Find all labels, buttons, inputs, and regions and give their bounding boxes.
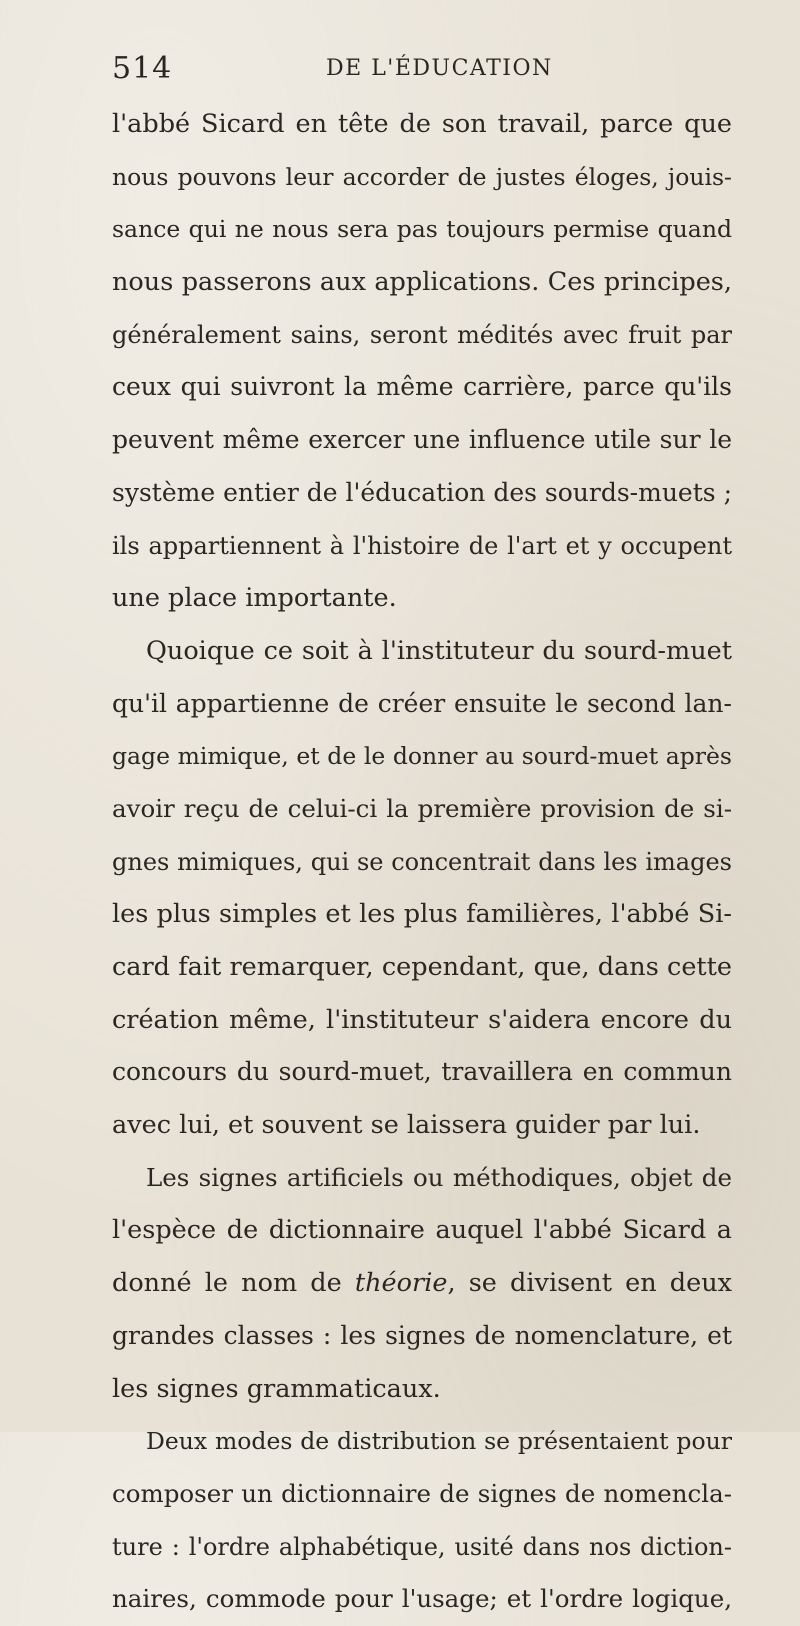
text-line: concours du sourd-muet, travaillera en commun [112,1057,732,1087]
text-line: nous pouvons leur accorder de justes éloges, jouis- [112,162,732,191]
text-line: grandes classes : les signes de nomenclature, et [112,1320,732,1350]
text-line: système entier de l'éducation des sourds-muets ; [112,477,732,507]
text-line: avec lui, et souvent se laissera guider par lui. [112,1110,701,1141]
text-line: création même, l'instituteur s'aidera encore du [112,1004,732,1035]
text-line: sance qui ne nous sera pas toujours permise quand [112,215,732,244]
text-line: avoir reçu de celui-ci la première provision de si- [112,793,732,823]
text-line [112,1257,732,1310]
text-line: ils appartiennent à l'histoire de l'art et y occupent [112,531,732,560]
text-line: card fait remarquer, cependant, que, dans cette [112,952,732,982]
text-segment: , se divisent en deux [447,1268,733,1299]
text-line: gnes mimiques, qui se concentrait dans les images [112,847,732,876]
text-line: l'abbé Sicard en tête de son travail, parce que [112,109,732,139]
text-line: qu'il appartienne de créer ensuite le second lan- [112,688,732,718]
text-line: nous passerons aux applications. Ces principes, [112,267,732,298]
body-text [112,98,732,1626]
text-line: les signes grammaticaux. [112,1373,441,1404]
text-line: naires, commode pour l'usage; et l'ordre logique, [112,1584,732,1614]
text-line: ture : l'ordre alphabétique, usité dans nos diction- [112,1532,732,1561]
paragraph-start-line: Deux modes de distribution se présentaient pour [146,1427,732,1456]
text-line: peuvent même exercer une influence utile sur le [112,425,732,455]
text-segment: donné le nom de [112,1268,355,1299]
text-line: composer un dictionnaire de signes de nomencla- [112,1478,732,1508]
page-number: 514 [112,51,173,86]
text-line: généralement sains, seront médités avec fruit par [112,320,732,349]
text-line: une place importante. [112,583,397,614]
running-head [112,44,752,94]
paragraph-start-line: Quoique ce soit à l'instituteur du sourd-muet [146,635,732,666]
italic-term: théorie [354,1268,448,1299]
text-line: l'espèce de dictionnaire auquel l'abbé Sicard a [112,1215,732,1246]
running-title: DE L'ÉDUCATION [326,56,553,81]
text-line: les plus simples et les plus familières, l'abbé Si- [112,899,732,930]
paragraph-start-line: Les signes artificiels ou méthodiques, objet de [146,1162,732,1192]
text-line: ceux qui suivront la même carrière, parce qu'ils [112,372,732,402]
text-line: gage mimique, et de le donner au sourd-muet après [112,742,732,771]
